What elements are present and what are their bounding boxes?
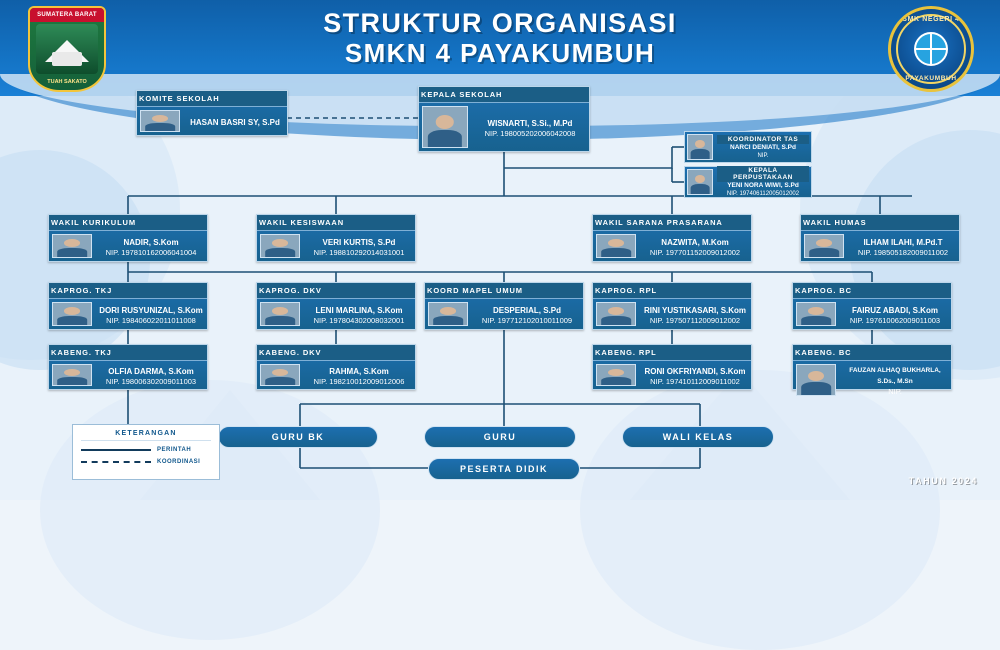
legend-title: KETERANGAN — [81, 430, 211, 441]
node-wakil-kurikulum[interactable] — [48, 214, 208, 262]
title-line-1: STRUKTUR ORGANISASI — [323, 8, 677, 38]
kabeng-bc-nip: NIP. — [888, 387, 902, 396]
kepala-sekolah-photo — [422, 106, 468, 148]
kabeng-dkv-nip: NIP. 198210012009012006 — [313, 376, 405, 386]
kabeng-rpl-name: RONI OKFRIYANDI, S.Kom — [644, 366, 746, 376]
node-wakil-humas[interactable] — [800, 214, 960, 262]
kepala-sekolah-nip: NIP. 198005202006042008 — [484, 128, 576, 138]
wakil-sarpras-name: NAZWITA, M.Kom — [661, 237, 729, 247]
wakil-kurikulum-nip: NIP. 197810162006041004 — [105, 247, 197, 257]
wakil-kesiswaan-role: WAKIL KESISWAAN — [257, 215, 415, 231]
kaprog-rpl-nip: NIP. 197507112009012002 — [649, 315, 741, 325]
node-kepala-sekolah[interactable] — [418, 86, 590, 152]
kabeng-bc-name: FAUZAN ALHAQ BUKHARLA, S.Ds., M.Sn — [849, 367, 941, 385]
kabeng-dkv-role: KABENG. DKV — [257, 345, 415, 361]
kabeng-tkj-photo — [52, 364, 92, 386]
wakil-kurikulum-photo — [52, 234, 92, 258]
kaprog-rpl-role: KAPROG. RPL — [593, 283, 751, 299]
wakil-kesiswaan-photo — [260, 234, 300, 258]
kaprog-dkv-role: KAPROG. DKV — [257, 283, 415, 299]
wakil-sarpras-nip: NIP. 197701152009012002 — [649, 247, 741, 257]
kepala-sekolah-name: WISNARTI, S.Si., M.Pd — [487, 118, 573, 128]
footer-year: TAHUN 2024 — [908, 476, 978, 486]
kaprog-tkj-nip: NIP. 198406022011011008 — [106, 315, 196, 325]
kepala-perpustakaan-photo — [687, 169, 713, 195]
koordinator-tas-nip: NIP. — [757, 152, 769, 159]
node-wakil-kesiswaan[interactable] — [256, 214, 416, 262]
legend-label-koordinasi: KOORDINASI — [157, 459, 201, 465]
node-guru[interactable]: GURU — [424, 426, 576, 448]
kepala-perpustakaan-nip: NIP. 197406112005012002 — [726, 191, 800, 197]
wakil-humas-name: ILHAM ILAHI, M.Pd.T — [863, 237, 943, 247]
koord-mapel-umum-name: DESPERIAL, S.Pd — [492, 305, 561, 315]
school-seal-logo — [888, 6, 974, 92]
kabeng-tkj-name: OLFIA DARMA, S.Kom — [108, 366, 194, 376]
node-kaprog-tkj[interactable] — [48, 282, 208, 330]
node-koordinator-tas[interactable] — [684, 131, 812, 163]
legend-item-koordinasi — [81, 459, 211, 465]
kabeng-dkv-photo — [260, 364, 300, 386]
node-kabeng-tkj[interactable] — [48, 344, 208, 390]
node-kabeng-bc[interactable] — [792, 344, 952, 396]
node-kaprog-rpl[interactable] — [592, 282, 752, 330]
kepala-sekolah-role: KEPALA SEKOLAH — [419, 87, 589, 103]
west-sumatra-emblem-logo — [28, 6, 106, 92]
node-kaprog-dkv[interactable] — [256, 282, 416, 330]
title-line-2: SMKN 4 PAYAKUMBUH — [344, 38, 656, 68]
node-komite-sekolah[interactable] — [136, 90, 288, 136]
wakil-kesiswaan-nip: NIP. 198810292014031001 — [313, 247, 405, 257]
node-kepala-perpustakaan[interactable] — [684, 166, 812, 198]
node-guru-bk[interactable]: GURU BK — [218, 426, 378, 448]
komite-sekolah-name: HASAN BASRI SY, S.Pd — [190, 117, 280, 127]
emblem-band-text: SUMATERA BARAT — [30, 8, 104, 22]
kaprog-bc-role: KAPROG. BC — [793, 283, 951, 299]
kaprog-bc-photo — [796, 302, 836, 326]
wakil-kesiswaan-name: VERI KURTIS, S.Pd — [322, 237, 396, 247]
kaprog-dkv-name: LENI MARLINA, S.Kom — [315, 305, 403, 315]
kaprog-tkj-name: DORI RUSYUNIZAL, S.Kom — [99, 305, 203, 315]
wakil-humas-photo — [804, 234, 844, 258]
koordinator-tas-name: NARCI DENIATI, S.Pd — [730, 143, 796, 151]
komite-sekolah-role: KOMITE SEKOLAH — [137, 91, 287, 107]
koordinator-tas-photo — [687, 134, 713, 160]
node-wali-kelas[interactable]: WALI KELAS — [622, 426, 774, 448]
wakil-sarpras-role: WAKIL SARANA PRASARANA — [593, 215, 751, 231]
legend-box — [72, 424, 220, 480]
kabeng-bc-photo — [796, 364, 836, 396]
kaprog-rpl-photo — [596, 302, 636, 326]
kaprog-rpl-name: RINI YUSTIKASARI, S.Kom — [643, 305, 747, 315]
koordinator-tas-role: KOORDINATOR TAS — [717, 135, 809, 144]
kaprog-bc-name: FAIRUZ ABADI, S.Kom — [852, 305, 938, 315]
seal-bottom-text: PAYAKUMBUH — [905, 75, 957, 82]
wakil-humas-nip: NIP. 198505182009011002 — [857, 247, 949, 257]
rumah-gadang-base-icon — [52, 52, 82, 66]
globe-icon — [914, 32, 948, 66]
kaprog-tkj-role: KAPROG. TKJ — [49, 283, 207, 299]
legend-item-perintah — [81, 447, 211, 453]
kabeng-bc-role: KABENG. BC — [793, 345, 951, 361]
kabeng-dkv-name: RAHMA, S.Kom — [329, 366, 389, 376]
koord-mapel-umum-photo — [428, 302, 468, 326]
wakil-sarpras-photo — [596, 234, 636, 258]
kaprog-bc-nip: NIP. 197610062009011003 — [849, 315, 941, 325]
emblem-foot-text: TUAH SAKATO — [47, 79, 87, 85]
seal-top-text: SMK NEGERI 4 — [902, 16, 960, 23]
node-koord-mapel-umum[interactable] — [424, 282, 584, 330]
legend-label-perintah: PERINTAH — [157, 447, 192, 453]
wakil-humas-role: WAKIL HUMAS — [801, 215, 959, 231]
kabeng-rpl-nip: NIP. 197410112009011002 — [650, 376, 740, 386]
kabeng-rpl-photo — [596, 364, 636, 386]
komite-sekolah-photo — [140, 110, 180, 132]
legend-dashed-line-icon — [81, 461, 151, 463]
node-peserta-didik[interactable]: PESERTA DIDIK — [428, 458, 580, 480]
koord-mapel-umum-nip: NIP. 197712102010011009 — [481, 315, 573, 325]
kepala-perpustakaan-role: KEPALA PERPUSTAKAAN — [717, 166, 809, 182]
wakil-kurikulum-role: WAKIL KURIKULUM — [49, 215, 207, 231]
kaprog-dkv-nip: NIP. 197804302008032001 — [313, 315, 405, 325]
kaprog-tkj-photo — [52, 302, 92, 326]
wakil-kurikulum-name: NADIR, S.Kom — [123, 237, 179, 247]
node-wakil-sarana-prasarana[interactable] — [592, 214, 752, 262]
node-kaprog-bc[interactable] — [792, 282, 952, 330]
kabeng-tkj-nip: NIP. 198006302009011003 — [105, 376, 197, 386]
legend-solid-line-icon — [81, 449, 151, 451]
kepala-perpustakaan-name: YENI NORA WIWI, S.Pd — [727, 182, 799, 189]
koord-mapel-umum-role: KOORD MAPEL UMUM — [425, 283, 583, 299]
kabeng-tkj-role: KABENG. TKJ — [49, 345, 207, 361]
kabeng-rpl-role: KABENG. RPL — [593, 345, 751, 361]
node-kabeng-rpl[interactable] — [592, 344, 752, 390]
node-kabeng-dkv[interactable] — [256, 344, 416, 390]
page-title — [0, 8, 1000, 68]
kaprog-dkv-photo — [260, 302, 300, 326]
